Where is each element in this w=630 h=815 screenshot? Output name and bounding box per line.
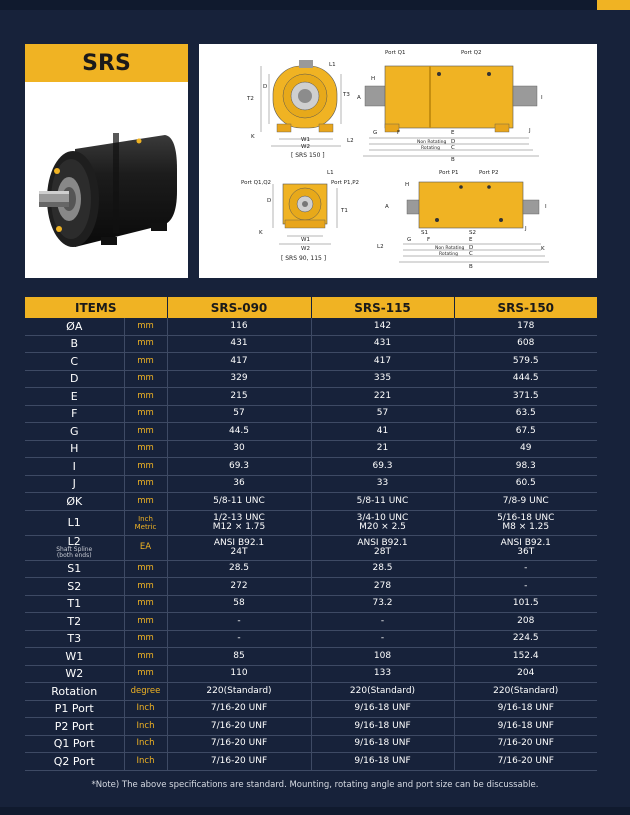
table-row [25,423,597,441]
cell-multi [124,510,167,535]
cell-line: Inch [138,514,153,523]
lbl-d-top: D [263,84,268,90]
cell-multi [167,535,311,560]
table-row [25,735,597,753]
lbl-c-bottom: C [469,251,473,257]
cell-v115: 9/16-18 UNF [311,753,454,771]
cell-v090: 7/16-20 UNF [167,753,311,771]
lbl-t2-top: T2 [247,96,254,102]
caption-srs90: [ SRS 90, 115 ] [281,255,327,262]
table-row [25,475,597,493]
cell-line: ANSI B92.1 [213,537,265,548]
row-label: J [25,475,124,493]
cell-line: 5/16-18 UNC [497,512,555,523]
row-unit: EA [124,535,167,560]
cell-v115: - [311,613,454,631]
header-srs-090: SRS-090 [167,297,311,318]
header-items: ITEMS [25,297,167,318]
cell-v090: 116 [167,318,311,335]
cell-v115: 278 [311,578,454,596]
table-row [25,665,597,683]
table-row [25,718,597,736]
row-label: ØA [25,318,124,335]
table-row [25,318,597,335]
table-row [25,493,597,511]
cell-v090: 85 [167,648,311,666]
cell-multi [454,510,597,535]
lbl-d2-bottom: D [469,245,474,251]
cell-v150: 7/16-20 UNF [454,735,597,753]
cell-line: 3/4-10 UNC [356,512,409,523]
cell-v090: 30 [167,440,311,458]
lbl-s2: S2 [469,230,476,236]
lbl-g-top: G [373,130,378,136]
lbl-h-bottom: H [405,182,410,188]
lbl-nonrot-bottom: Non Rotating [435,246,465,251]
cell-multi [311,535,454,560]
spec-table [25,297,597,771]
table-row-l2 [25,535,597,560]
row-label-main: L2 [67,534,81,548]
row-unit: Inch [124,753,167,771]
cell-multi [311,510,454,535]
table-row [25,353,597,371]
row-unit: mm [124,595,167,613]
cell-v090: 417 [167,353,311,371]
table-row [25,370,597,388]
lbl-f-bottom: F [427,237,431,243]
cell-v090: 58 [167,595,311,613]
lbl-j-top: J [529,128,531,134]
bottom-bar [0,807,630,815]
row-label: ØK [25,493,124,511]
row-label: F [25,405,124,423]
product-title: SRS [25,44,188,82]
table-row [25,683,597,701]
cell-v115: 221 [311,388,454,406]
lbl-f-top: F [397,130,401,136]
table-row [25,405,597,423]
row-unit: mm [124,630,167,648]
cell-line: ANSI B92.1 [357,537,408,548]
lbl-l1-top: L1 [329,62,336,68]
row-label: T3 [25,630,124,648]
row-unit: mm [124,648,167,666]
cell-v150: 9/16-18 UNF [454,700,597,718]
cell-v150: - [454,560,597,578]
cell-v150: 579.5 [454,353,597,371]
row-label: C [25,353,124,371]
cell-v150: 204 [454,665,597,683]
dimension-drawing [199,44,597,278]
cell-v150: 7/16-20 UNF [454,753,597,771]
lbl-port-q2: Port Q2 [461,50,482,56]
lbl-rot-top: Rotating [421,146,440,151]
cell-v150: 67.5 [454,423,597,441]
cell-line: Shaft Spline [56,545,93,553]
cell-v090: 329 [167,370,311,388]
lbl-b-bottom: B [469,264,473,270]
lbl-port-q1: Port Q1 [385,50,406,56]
cell-v115: 73.2 [311,595,454,613]
table-row [25,700,597,718]
header-srs-150: SRS-150 [454,297,597,318]
row-unit: mm [124,458,167,476]
lbl-k-top: K [251,134,255,140]
table-row-l1 [25,510,597,535]
cell-v090: 5/8-11 UNC [167,493,311,511]
row-unit: Inch [124,718,167,736]
row-label [25,535,124,560]
row-unit: mm [124,613,167,631]
cell-v150: 224.5 [454,630,597,648]
table-row [25,630,597,648]
cell-v115: 28.5 [311,560,454,578]
cell-v115: 21 [311,440,454,458]
lbl-port-p2: Port P2 [479,170,499,176]
cell-v090: 215 [167,388,311,406]
row-label: Q1 Port [25,735,124,753]
cell-v115: 335 [311,370,454,388]
row-unit: Inch [124,700,167,718]
table-row [25,648,597,666]
cell-v150: 208 [454,613,597,631]
cell-v090: 7/16-20 UNF [167,700,311,718]
cell-multi [454,535,597,560]
cell-v150: 98.3 [454,458,597,476]
caption-srs150: [ SRS 150 ] [291,152,325,159]
cell-line: (both ends) [56,551,92,559]
cell-v090: - [167,613,311,631]
table-row [25,753,597,771]
row-unit: Inch [124,735,167,753]
row-label: B [25,335,124,353]
table-row [25,613,597,631]
row-unit: mm [124,353,167,371]
lbl-nonrot-top: Non Rotating [417,140,447,145]
lbl-l2-top: L2 [347,138,354,144]
cell-v150: 49 [454,440,597,458]
lbl-w2-bottom: W2 [301,246,310,252]
cell-v150: - [454,578,597,596]
cell-v150: 220(Standard) [454,683,597,701]
cell-v090: 7/16-20 UNF [167,718,311,736]
cell-v150: 152.4 [454,648,597,666]
cell-v150: 101.5 [454,595,597,613]
table-row [25,595,597,613]
cell-v115: 431 [311,335,454,353]
cell-v090: 272 [167,578,311,596]
table-header [25,297,597,318]
row-unit: degree [124,683,167,701]
footnote: *Note) The above specifications are standard. Mounting, rotating angle and port size can be discussable. [91,780,539,790]
cell-v115: 417 [311,353,454,371]
row-label: Rotation [25,683,124,701]
cell-v115: 5/8-11 UNC [311,493,454,511]
table-row [25,560,597,578]
lbl-j-bottom: J [525,226,527,232]
lbl-t3-top: T3 [343,92,350,98]
cell-v090: 431 [167,335,311,353]
table-row [25,388,597,406]
table-row [25,578,597,596]
lbl-k2-bottom: K [541,246,545,252]
lbl-port-p1: Port P1 [439,170,459,176]
lbl-k-bottom: K [259,230,263,236]
cell-v115: 142 [311,318,454,335]
row-label: I [25,458,124,476]
cell-v115: 133 [311,665,454,683]
cell-v150: 9/16-18 UNF [454,718,597,736]
srs90-side-view [399,182,549,262]
cell-v090: 44.5 [167,423,311,441]
row-label: Q2 Port [25,753,124,771]
cell-v150: 444.5 [454,370,597,388]
lbl-b-top: B [451,157,455,163]
lbl-h-top: H [371,76,376,82]
lbl-a-bottom: A [385,204,389,210]
row-label: G [25,423,124,441]
row-label: D [25,370,124,388]
cell-v115: 33 [311,475,454,493]
header-srs-115: SRS-115 [311,297,454,318]
row-unit: mm [124,665,167,683]
cell-v090: 220(Standard) [167,683,311,701]
lbl-i-top: I [541,95,543,101]
cell-v090: - [167,630,311,648]
row-label: S2 [25,578,124,596]
cell-v115: 57 [311,405,454,423]
row-label: W1 [25,648,124,666]
product-photo [35,129,180,269]
lbl-s1: S1 [421,230,428,236]
lbl-d-bottom: D [267,198,272,204]
row-unit: mm [124,440,167,458]
cell-line: M20 × 2.5 [359,521,406,532]
cell-line: M8 × 1.25 [502,521,550,532]
cell-v090: 36 [167,475,311,493]
lbl-l2-bottom: L2 [377,244,384,250]
srs150-end-view [261,60,341,146]
srs90-end-view [273,184,337,244]
lbl-l1-bottom: L1 [327,170,334,176]
row-unit: mm [124,318,167,335]
row-unit: mm [124,388,167,406]
lbl-a-top: A [357,95,361,101]
row-label: E [25,388,124,406]
cell-v090: 69.3 [167,458,311,476]
lbl-d2-top: D [451,139,456,145]
cell-v150: 7/8-9 UNC [454,493,597,511]
row-unit: mm [124,493,167,511]
lbl-rot-bottom: Rotating [439,252,458,257]
cell-v115: 9/16-18 UNF [311,718,454,736]
cell-v150: 178 [454,318,597,335]
lbl-e-top: E [451,130,455,136]
lbl-w1-top: W1 [301,137,310,143]
cell-line: 24T [230,546,248,557]
row-unit: mm [124,405,167,423]
cell-v090: 57 [167,405,311,423]
row-label: P2 Port [25,718,124,736]
cell-v150: 60.5 [454,475,597,493]
row-unit: mm [124,578,167,596]
cell-line: 36T [517,546,535,557]
row-unit: mm [124,335,167,353]
cell-v150: 608 [454,335,597,353]
row-label: T2 [25,613,124,631]
lbl-e-bottom: E [469,237,473,243]
row-label: S1 [25,560,124,578]
cell-v115: 108 [311,648,454,666]
lbl-t1-bottom: T1 [341,208,348,214]
lbl-w1-bottom: W1 [301,237,310,243]
cell-v090: 110 [167,665,311,683]
lbl-i-bottom: I [545,204,547,210]
cell-line: Metric [134,522,157,531]
lbl-port-q-bottom: Port Q1,Q2 [241,180,272,186]
row-label: P1 Port [25,700,124,718]
row-label: L1 [25,510,124,535]
cell-line: 28T [374,546,391,557]
row-unit: mm [124,475,167,493]
cell-line: ANSI B92.1 [500,537,551,548]
cell-line: M12 × 1.75 [212,521,266,532]
cell-v115: 9/16-18 UNF [311,700,454,718]
product-panel [25,44,188,278]
cell-multi [167,510,311,535]
cell-v090: 7/16-20 UNF [167,735,311,753]
cell-v115: 220(Standard) [311,683,454,701]
cell-v090: 28.5 [167,560,311,578]
row-unit: mm [124,560,167,578]
table-row [25,335,597,353]
table-row [25,440,597,458]
row-label: T1 [25,595,124,613]
drawing-panel [199,44,597,278]
lbl-w2-top: W2 [301,144,310,150]
table-row [25,458,597,476]
row-unit: mm [124,423,167,441]
top-accent [597,0,630,10]
cell-v115: 69.3 [311,458,454,476]
row-unit: mm [124,370,167,388]
top-bar [0,0,630,10]
cell-v115: - [311,630,454,648]
row-label: H [25,440,124,458]
cell-v150: 63.5 [454,405,597,423]
cell-line: 1/2-13 UNC [213,512,265,523]
cell-v115: 41 [311,423,454,441]
lbl-g-bottom: G [407,237,412,243]
row-label: W2 [25,665,124,683]
cell-v150: 371.5 [454,388,597,406]
cell-v115: 9/16-18 UNF [311,735,454,753]
lbl-port-p-bottom: Port P1,P2 [331,180,360,186]
lbl-c-top: C [451,145,455,151]
